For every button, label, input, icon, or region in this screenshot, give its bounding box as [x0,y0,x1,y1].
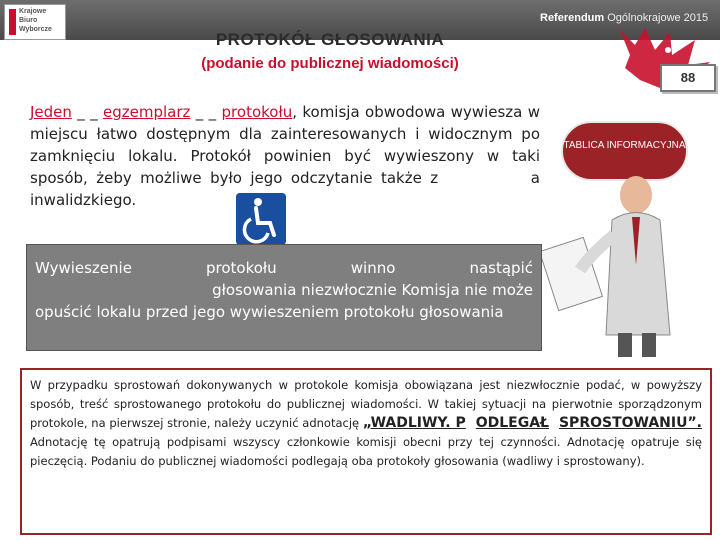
wheelchair-icon [236,193,286,245]
information-board: TABLICA INFORMACYJNA [561,121,688,181]
adnotation-part-2: ODLEGAŁ [475,415,550,431]
notice-word-1: Wywieszenie [35,259,132,277]
word-protokolu: protokołu [221,103,293,121]
word-egzemplarz: egzemplarz [103,103,191,121]
page-title: PROTOKÓŁ GŁOSOWANIA [215,30,445,49]
referendum-label: Referendum [540,12,605,24]
referendum-subtitle: Ogólnokrajowe 2015 [607,12,709,24]
notice-word-4: nastąpić [469,259,533,277]
page-subtitle: (podanie do publicznej wiadomości) [201,55,459,72]
corrections-box [20,368,712,535]
paragraph-intro: Jeden _ _ egzemplarz _ _ protokołu, komisja obwodowa wywiesza w miejscu łatwo dostępnym dla zainteresowanych i widocznym po zamknięciu lokalu. Protokół powinien być wywieszony w taki sposób, żeby możliwe było jego odczytanie także z a inwalidzkiego. [30,103,541,209]
man-holding-paper-illustration [540,175,690,360]
notice-word-3: winno [350,259,396,277]
adnotation-part-3: SPROSTOWANIU”. [558,415,702,431]
corrections-text-2: Adnotację tę opatrują podpisami wszyscy członkowie komisji obecni przy tej czynności. Adnotację opatruje się pieczęcią. Podaniu do publicznej wiadomości podlegają oba protokoły głosowania (wadliwy i sprostowany). [30,435,702,468]
logo-line-1: Krajowe [19,8,47,15]
adnotation-label [363,415,702,431]
paragraph-intro-tail: a inwalidzkiego. [30,169,540,209]
notice-word-2: protokołu [206,259,277,277]
adnotation-part-1: „WADLIWY. P [362,415,466,431]
paragraph-intro-rest: , komisja obwodowa wywiesza w miejscu łatwo dostępnym dla zainteresowanych i widocznym po zamknięciu lokalu. Protokół powinien być wywieszony w taki sposób, żeby możliwe było jego odczytanie także z [30,103,541,187]
word-jeden: Jeden [30,103,72,121]
notice-line-3: opuścić lokalu przed jego wywieszeniem protokołu głosowania [35,303,504,321]
notice-box-hanging [26,244,542,351]
notice-line-1 [35,257,533,279]
logo-line-2: Biuro [19,17,38,24]
corrections-text-1: W przypadku sprostowań dokonywanych w protokole komisja obowiązana jest niezwłocznie podać, w powyższy sposób, treść sprostowanego protokołu do publicznej wiadomości. W takiej sytuacji na pierwotnie sporządzonym protokole, na pierwszej stronie, należy uczynić adnotację [30,378,702,430]
page-number: 88 [660,64,716,92]
logo-line-3: Wyborcze [19,26,52,33]
notice-line-2: głosowania niezwłocznie Komisja nie może [212,281,533,299]
